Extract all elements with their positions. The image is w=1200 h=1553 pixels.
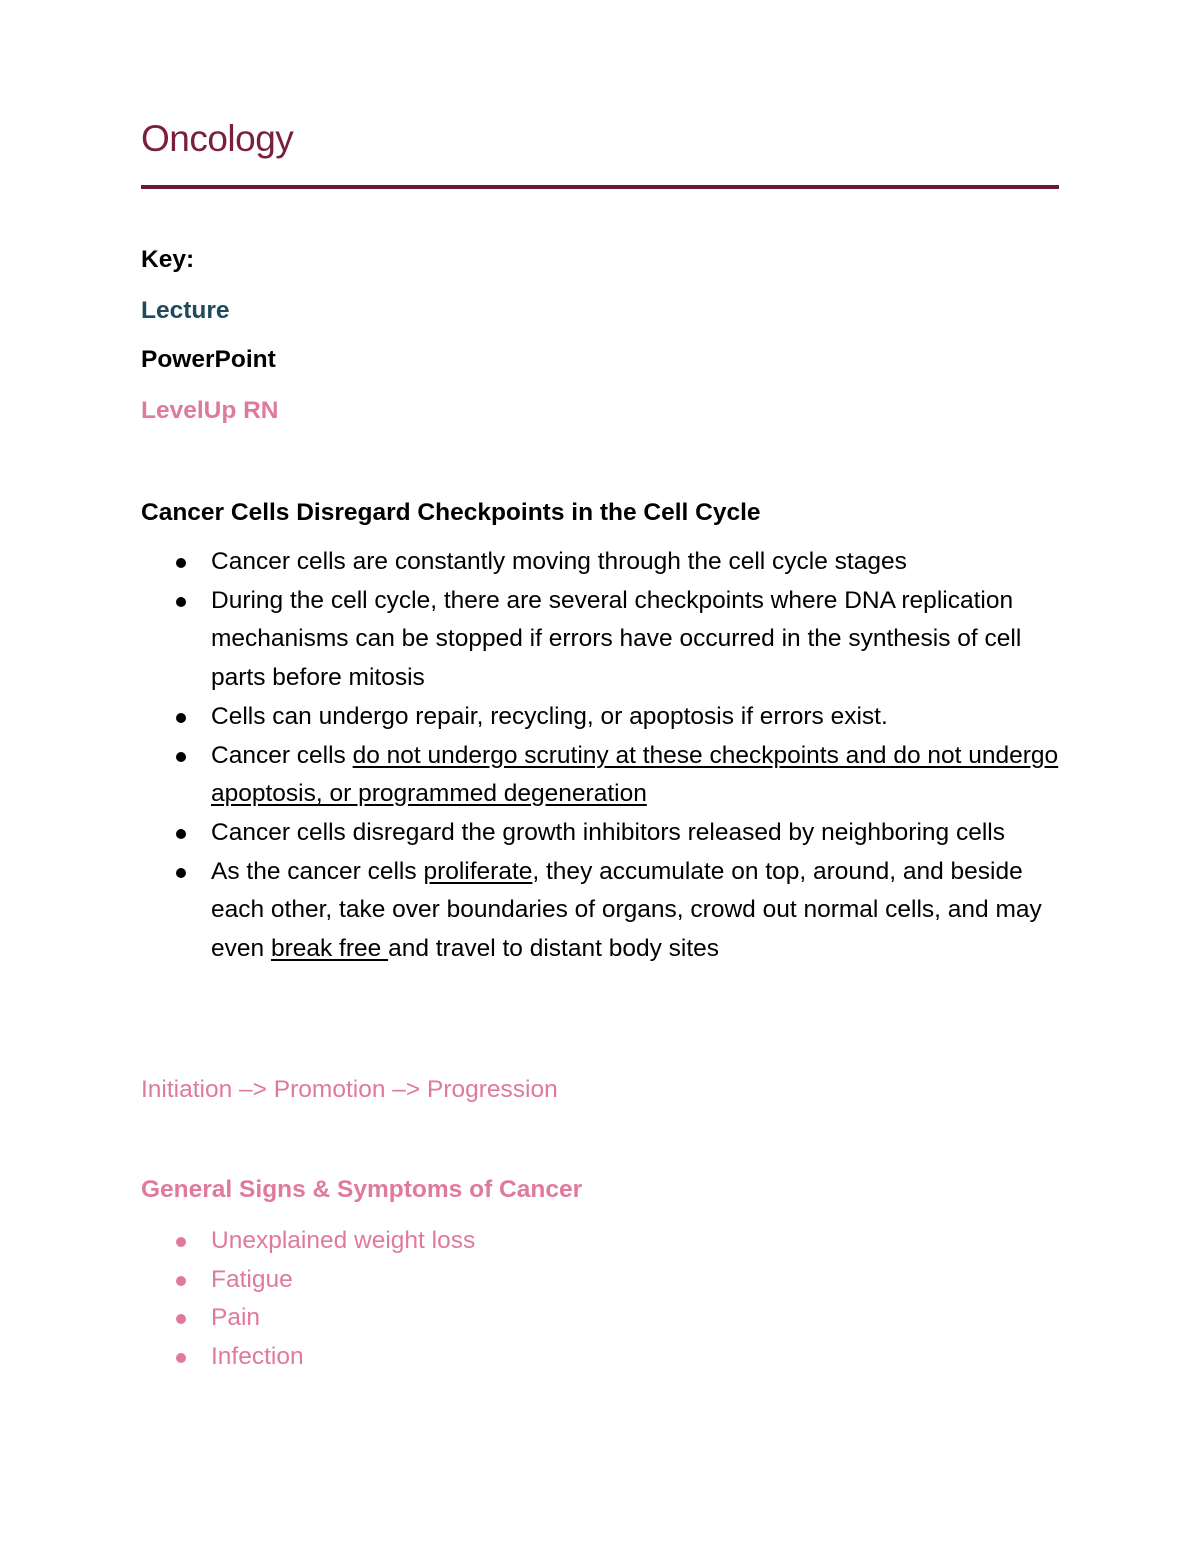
bullet-icon — [176, 1237, 186, 1247]
list-item — [211, 582, 1071, 698]
list-item-text: , they accumulate on top, around, and beside each other, take over boundaries of organs, crowd out normal cells, and may even — [211, 857, 1042, 963]
underlined-text: do not undergo scrutiny at these checkpoints and do not undergo apoptosis, or programmed degeneration — [211, 741, 1059, 808]
list-item-text: Infection — [211, 1343, 304, 1371]
bullet-icon — [176, 868, 186, 878]
section-heading-checkpoints: Cancer Cells Disregard Checkpoints in the Cell Cycle — [141, 499, 761, 526]
list-item-text: Pain — [211, 1304, 261, 1332]
list-item-text: As the cancer cells — [211, 857, 424, 885]
key-lecture: Lecture — [141, 297, 230, 324]
page-title: Oncology — [141, 118, 294, 159]
bullet-icon — [176, 1353, 186, 1363]
list-item — [211, 1299, 1071, 1338]
list-item — [211, 543, 1071, 582]
checkpoints-list — [211, 543, 1071, 969]
bullet-icon — [176, 597, 186, 607]
list-item-text: Fatigue — [211, 1265, 293, 1293]
bullet-icon — [176, 1276, 186, 1286]
list-item-text: Cancer cells — [211, 741, 353, 769]
section-heading-symptoms: General Signs & Symptoms of Cancer — [141, 1176, 583, 1203]
list-item-text: Cancer cells are constantly moving through the cell cycle stages — [211, 548, 907, 575]
list-item — [211, 814, 1071, 853]
bullet-icon — [176, 752, 186, 762]
bullet-icon — [176, 829, 186, 839]
list-item — [211, 853, 1071, 969]
list-item — [211, 1338, 1071, 1377]
list-item-text: Cells can undergo repair, recycling, or apoptosis if errors exist. — [211, 702, 888, 730]
list-item — [211, 698, 1071, 737]
key-label: Key: — [141, 246, 195, 273]
underlined-text: proliferate — [423, 857, 533, 885]
list-item — [211, 1222, 1071, 1261]
list-item — [211, 1261, 1071, 1300]
list-item-text: During the cell cycle, there are several checkpoints where DNA replication mechanisms can be stopped if errors have occurred in the synthesis of cell parts before mitosis — [211, 586, 1022, 692]
key-powerpoint: PowerPoint — [141, 346, 276, 373]
cancer-stages-flow: Initiation –> Promotion –> Progression — [141, 1076, 558, 1103]
bullet-icon — [176, 713, 186, 723]
bullet-icon — [176, 1314, 186, 1324]
title-rule — [141, 185, 1059, 189]
list-item — [211, 737, 1071, 814]
list-item-text: Unexplained weight loss — [211, 1227, 476, 1254]
list-item-text: Cancer cells disregard the growth inhibitors released by neighboring cells — [211, 818, 1005, 846]
key-levelup: LevelUp RN — [141, 397, 279, 424]
underlined-text: break free — [270, 935, 389, 963]
list-item-text: and travel to distant body sites — [388, 935, 720, 963]
bullet-icon — [176, 558, 186, 568]
symptoms-list — [211, 1222, 1071, 1377]
